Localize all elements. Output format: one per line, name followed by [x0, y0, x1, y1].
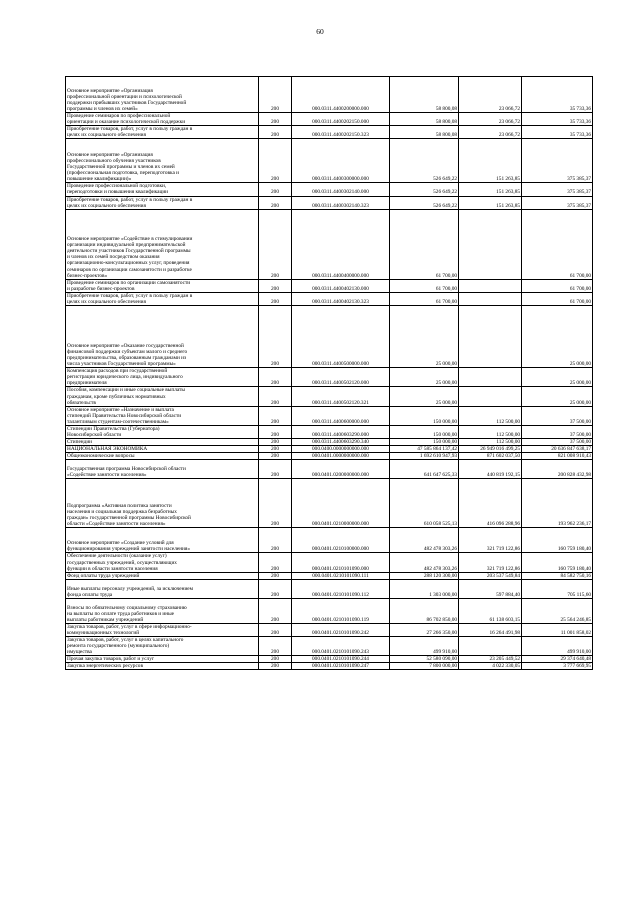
row-budget-classification: 000.0311.4400600000.000 [292, 406, 390, 425]
description-line: на выплаты по оплате труда работников и иные [67, 610, 175, 617]
description-line: ориентации и оказание психологической поддержки [67, 119, 186, 126]
description-line: числа участников Государственной программы» [67, 361, 176, 368]
page-number: 60 [316, 27, 324, 36]
description-line: стипендий Правительства Новосибирской области [67, 412, 182, 419]
description-line: Фонд оплаты труда учреждений [67, 572, 140, 579]
row-approved-amount: 499 910,00 [390, 637, 459, 656]
description-line: государственных учреждений, осуществляющих [67, 559, 177, 566]
row-code: 200 [259, 183, 292, 196]
row-budget-classification: 000.0401.0210000000.000 [292, 479, 390, 528]
row-executed-amount [459, 306, 522, 368]
row-code: 200 [259, 406, 292, 425]
description-line: Общеэкономические вопросы [67, 453, 135, 460]
row-code: 200 [259, 279, 292, 292]
row-approved-amount: 526 649,22 [390, 183, 459, 196]
row-remaining-amount: 61 700,00 [522, 292, 593, 305]
row-executed-amount: 23 205 449,52 [459, 656, 522, 663]
row-executed-amount: 4 022 330,05 [459, 663, 522, 670]
row-remaining-amount: 37 500,00 [522, 406, 593, 425]
description-line: регистрации юридического лица, индивидуального [67, 374, 183, 381]
description-line: Прочая закупка товаров, работ и услуг [67, 656, 155, 663]
row-description [66, 183, 259, 196]
description-line: НАЦИОНАЛЬНАЯ ЭКОНОМИКА [67, 446, 148, 453]
row-remaining-amount: 20 636 847 638,17 [522, 446, 593, 453]
row-description [66, 425, 259, 438]
row-code: 200 [259, 453, 292, 460]
row-executed-amount: 23 066,72 [459, 77, 522, 113]
description-line: Закупка товаров, работ, услуг в целях капитального [67, 637, 184, 643]
row-budget-classification: 000.0400.0000000000.000 [292, 446, 390, 453]
row-remaining-amount: 499 910,00 [522, 637, 593, 656]
row-description [66, 368, 259, 387]
row-remaining-amount: 61 700,00 [522, 209, 593, 279]
row-approved-amount: 610 058 525,13 [390, 479, 459, 528]
row-budget-classification: 000.0311.4400400000.000 [292, 209, 390, 279]
row-executed-amount: 23 066,72 [459, 126, 522, 139]
table-row [66, 460, 593, 479]
table-row [66, 126, 593, 139]
row-description [66, 623, 259, 636]
row-budget-classification: 000.0401.0210101090.000 [292, 553, 390, 572]
description-line: функционирования учреждений занятости населения» [67, 546, 190, 553]
description-line: программы и членов их семей» [67, 105, 138, 112]
row-code: 200 [259, 196, 292, 209]
row-remaining-amount: 35 733,36 [522, 113, 593, 126]
row-remaining-amount: 84 582 750,16 [522, 572, 593, 579]
table-row [66, 368, 593, 387]
row-budget-classification: 000.0311.4400500000.000 [292, 306, 390, 368]
description-line: выплаты работникам учреждений [67, 616, 144, 623]
description-line: Закупка энергетических ресурсов [67, 663, 143, 670]
row-remaining-amount: 160 759 180,40 [522, 528, 593, 553]
row-budget-classification: 000.0401.0210101090.243 [292, 637, 390, 656]
row-budget-classification: 000.0311.4400302140.323 [292, 196, 390, 209]
row-description [66, 139, 259, 183]
row-approved-amount: 150 000,00 [390, 406, 459, 425]
row-approved-amount: 27 266 350,00 [390, 623, 459, 636]
row-budget-classification: 000.0311.4400502120.321 [292, 387, 390, 406]
row-description [66, 453, 259, 460]
row-remaining-amount: 37 500,00 [522, 439, 593, 446]
row-approved-amount: 526 649,22 [390, 139, 459, 183]
row-code: 200 [259, 139, 292, 183]
description-line: деятельности участников Государственной программы [67, 248, 191, 255]
row-remaining-amount: 375 385,37 [522, 183, 593, 196]
table-row [66, 479, 593, 528]
description-line: целях их социального обеспечения [67, 299, 146, 306]
row-code: 200 [259, 656, 292, 663]
description-line: Пособия, компенсации и иные социальные выплаты [67, 387, 185, 394]
description-line: Государственной программы и членов их семей [67, 164, 175, 171]
row-approved-amount: 641 647 625,33 [390, 460, 459, 479]
row-description [66, 113, 259, 126]
row-remaining-amount: 160 759 180,40 [522, 553, 593, 572]
row-description [66, 196, 259, 209]
table-row [66, 139, 593, 183]
row-description [66, 479, 259, 528]
row-remaining-amount: 35 733,36 [522, 77, 593, 113]
row-approved-amount: 61 700,00 [390, 209, 459, 279]
description-line: Проведение семинаров по организации самозанятости [67, 279, 191, 286]
row-executed-amount: 203 537 549,84 [459, 572, 522, 579]
table-row [66, 656, 593, 663]
row-budget-classification: 000.0401.0210101090.247 [292, 663, 390, 670]
row-budget-classification: 000.0311.4400502120.000 [292, 368, 390, 387]
row-approved-amount: 1 303 000,00 [390, 579, 459, 598]
description-line: граждан» государственной программы Новосибирской [67, 515, 191, 522]
description-line: целях их социального обеспечения [67, 132, 146, 139]
description-line: переподготовки и повышения квалификации [67, 189, 169, 196]
description-line: обязательств [67, 399, 96, 406]
row-description [66, 637, 259, 656]
row-code: 200 [259, 387, 292, 406]
table-row [66, 579, 593, 598]
row-budget-classification: 000.0401.0210101090.242 [292, 623, 390, 636]
row-description [66, 209, 259, 279]
row-executed-amount [459, 368, 522, 387]
row-code: 200 [259, 460, 292, 479]
row-description [66, 306, 259, 368]
row-remaining-amount: 193 962 236,17 [522, 479, 593, 528]
row-budget-classification: 000.0401.0000000000.000 [292, 453, 390, 460]
row-executed-amount: 61 138 603,15 [459, 598, 522, 623]
table-row [66, 113, 593, 126]
description-line: Закупка товаров, работ, услуг в сфере информационно- [67, 623, 192, 630]
description-line: «Содействие занятости населения» [67, 472, 147, 479]
row-description [66, 663, 259, 670]
description-line: профессионального обучения участников [67, 158, 161, 164]
row-code: 200 [259, 663, 292, 670]
table-row [66, 446, 593, 453]
description-line: Обеспечение деятельности (оказание услуг) [67, 553, 167, 560]
table-row [66, 453, 593, 460]
row-approved-amount: 1 692 610 947,93 [390, 453, 459, 460]
row-executed-amount: 151 263,85 [459, 196, 522, 209]
description-line: талантливым студентам-соотечественникам» [67, 418, 169, 425]
row-approved-amount: 288 120 300,00 [390, 572, 459, 579]
row-remaining-amount: 25 564 246,85 [522, 598, 593, 623]
description-line: Основное мероприятие «Назначение и выплата [67, 406, 174, 413]
row-budget-classification: 000.0401.0210101090.119 [292, 598, 390, 623]
row-remaining-amount: 25 000,00 [522, 368, 593, 387]
description-line: Приобретение товаров, работ, услуг в пользу граждан в [67, 126, 193, 133]
row-approved-amount: 58 800,08 [390, 113, 459, 126]
row-budget-classification: 000.0401.0210101090.112 [292, 579, 390, 598]
row-approved-amount: 526 649,22 [390, 196, 459, 209]
description-line: Взносы по обязательному социальному страхованию [67, 604, 187, 611]
budget-table [65, 76, 593, 670]
row-remaining-amount: 3 777 669,95 [522, 663, 593, 670]
row-code: 200 [259, 479, 292, 528]
row-executed-amount: 321 719 122,86 [459, 528, 522, 553]
row-remaining-amount: 37 500,00 [522, 425, 593, 438]
description-line: фонда оплаты труда [67, 591, 113, 598]
row-remaining-amount: 821 008 910,43 [522, 453, 593, 460]
row-description [66, 126, 259, 139]
row-description [66, 553, 259, 572]
row-code: 200 [259, 446, 292, 453]
row-approved-amount: 61 700,00 [390, 292, 459, 305]
row-budget-classification: 000.0311.4400402130.000 [292, 279, 390, 292]
description-line: финансовой поддержки субъектам малого и среднего [67, 348, 188, 355]
table-row [66, 209, 593, 279]
row-code: 200 [259, 528, 292, 553]
row-budget-classification: 000.0311.4400202150.000 [292, 113, 390, 126]
row-budget-classification: 000.0401.0210101090.244 [292, 656, 390, 663]
row-executed-amount: 151 263,85 [459, 139, 522, 183]
row-remaining-amount: 61 700,00 [522, 279, 593, 292]
row-remaining-amount: 25 000,00 [522, 387, 593, 406]
table-row [66, 306, 593, 368]
table-row [66, 196, 593, 209]
description-line: организации индивидуальной предпринимательской [67, 242, 186, 249]
row-executed-amount: 151 263,85 [459, 183, 522, 196]
row-approved-amount: 7 800 000,00 [390, 663, 459, 670]
table-row [66, 387, 593, 406]
row-approved-amount: 150 000,00 [390, 425, 459, 438]
row-executed-amount: 597 884,40 [459, 579, 522, 598]
row-approved-amount: 58 800,08 [390, 77, 459, 113]
description-line: Проведение профессиональной подготовки, [67, 183, 167, 190]
row-code: 200 [259, 572, 292, 579]
row-approved-amount: 58 800,08 [390, 126, 459, 139]
row-code: 200 [259, 113, 292, 126]
table-row [66, 183, 593, 196]
row-executed-amount: 16 264 491,98 [459, 623, 522, 636]
description-line: ремонта государственного (муниципального) [67, 643, 170, 650]
row-executed-amount: 112 500,00 [459, 439, 522, 446]
description-line: Приобретение товаров, работ, услуг в пользу граждан в [67, 292, 193, 299]
row-executed-amount [459, 279, 522, 292]
row-executed-amount [459, 292, 522, 305]
row-code: 200 [259, 425, 292, 438]
row-executed-amount: 416 096 288,96 [459, 479, 522, 528]
row-executed-amount: 112 500,00 [459, 425, 522, 438]
row-approved-amount: 482 478 303,26 [390, 553, 459, 572]
description-line: и разработке бизнес-проектов [67, 285, 135, 292]
table-row [66, 598, 593, 623]
row-budget-classification: 000.0311.4400603290.340 [292, 439, 390, 446]
row-description [66, 528, 259, 553]
description-line: бизнес-проектов» [67, 272, 108, 279]
description-line: Основное мероприятие «Оказание государственной [67, 342, 184, 349]
description-line: Государственная программа Новосибирской области [67, 466, 186, 473]
table-row [66, 572, 593, 579]
description-line: и членов их семей посредством оказания [67, 254, 160, 261]
row-description [66, 656, 259, 663]
row-approved-amount: 25 000,00 [390, 387, 459, 406]
description-line: Основное мероприятие «Создание условий для [67, 540, 174, 547]
row-remaining-amount: 11 001 858,02 [522, 623, 593, 636]
row-description [66, 77, 259, 113]
row-description [66, 279, 259, 292]
description-line: Основное мероприятие «Организация [67, 151, 153, 158]
row-approved-amount: 150 000,00 [390, 439, 459, 446]
row-code: 200 [259, 368, 292, 387]
row-budget-classification: 000.0311.4400300000.000 [292, 139, 390, 183]
row-approved-amount: 482 478 303,26 [390, 528, 459, 553]
description-line: функции в области занятости населения [67, 565, 158, 572]
table-row [66, 292, 593, 305]
description-line: коммуникационных технологий [67, 629, 140, 636]
row-description [66, 406, 259, 425]
row-budget-classification: 000.0401.0210100000.000 [292, 528, 390, 553]
row-executed-amount: 440 819 192,15 [459, 460, 522, 479]
table-row [66, 77, 593, 113]
row-remaining-amount: 375 385,37 [522, 196, 593, 209]
table-row [66, 553, 593, 572]
description-line: целях их социального обеспечения [67, 202, 146, 209]
description-line: организационно-консультационных услуг, проведения [67, 260, 190, 267]
description-line: предпринимателя [67, 380, 107, 387]
row-budget-classification: 000.0311.4400202150.323 [292, 126, 390, 139]
row-executed-amount [459, 637, 522, 656]
table-row [66, 528, 593, 553]
row-approved-amount: 61 700,00 [390, 279, 459, 292]
table-row [66, 663, 593, 670]
row-code: 200 [259, 77, 292, 113]
row-executed-amount: 321 719 122,86 [459, 553, 522, 572]
description-line: Основное мероприятие «Организация [67, 87, 153, 94]
row-remaining-amount: 29 374 640,48 [522, 656, 593, 663]
table-row [66, 406, 593, 425]
table-row [66, 637, 593, 656]
row-budget-classification: 000.0401.0200000000.000 [292, 460, 390, 479]
row-code: 200 [259, 439, 292, 446]
row-code: 200 [259, 209, 292, 279]
row-executed-amount: 112 500,00 [459, 406, 522, 425]
description-line: имущества [67, 649, 92, 656]
row-description [66, 439, 259, 446]
table-row [66, 439, 593, 446]
row-description [66, 572, 259, 579]
row-approved-amount: 47 585 864 137,42 [390, 446, 459, 453]
row-description [66, 579, 259, 598]
row-budget-classification: 000.0311.4400402130.323 [292, 292, 390, 305]
description-line: (профессиональная подготовка, переподготовка и [67, 170, 179, 177]
description-line: области «Содействие занятости населения» [67, 521, 166, 528]
row-executed-amount: 23 066,72 [459, 113, 522, 126]
row-executed-amount: 26 949 016 499,25 [459, 446, 522, 453]
description-line: семинаров по организации самозанятости и разработке [67, 266, 192, 273]
row-code: 200 [259, 126, 292, 139]
row-description [66, 598, 259, 623]
row-code: 200 [259, 292, 292, 305]
row-code: 200 [259, 306, 292, 368]
row-remaining-amount: 375 385,37 [522, 139, 593, 183]
row-description [66, 446, 259, 453]
description-line: поддержки прибывших участников Государственной [67, 99, 187, 106]
description-line: предпринимательства, образованным гражданами из [67, 354, 187, 361]
row-executed-amount [459, 209, 522, 279]
table-row [66, 623, 593, 636]
row-code: 200 [259, 598, 292, 623]
description-line: Основное мероприятие «Содействие в стимулировании [67, 236, 193, 243]
row-description [66, 387, 259, 406]
budget-table-body [66, 77, 593, 670]
row-budget-classification: 000.0401.0210101090.111 [292, 572, 390, 579]
row-remaining-amount: 35 733,36 [522, 126, 593, 139]
row-code: 200 [259, 553, 292, 572]
row-description [66, 460, 259, 479]
row-remaining-amount: 200 828 432,98 [522, 460, 593, 479]
description-line: Стипендии Правительства (Губернатора) [67, 425, 160, 432]
description-line: Приобретение товаров, работ, услуг в пользу граждан в [67, 196, 193, 203]
row-code: 200 [259, 623, 292, 636]
description-line: Новосибирской области [67, 432, 122, 439]
row-executed-amount [459, 387, 522, 406]
row-approved-amount: 52 580 090,00 [390, 656, 459, 663]
row-budget-classification: 000.0311.4400603290.000 [292, 425, 390, 438]
row-approved-amount: 86 702 850,00 [390, 598, 459, 623]
row-remaining-amount: 705 115,60 [522, 579, 593, 598]
description-line: профессиональной ориентации и психологической [67, 93, 182, 100]
description-line: Стипендии [67, 439, 92, 446]
row-remaining-amount: 25 000,00 [522, 306, 593, 368]
description-line: гражданам, кроме публичных нормативных [67, 393, 166, 400]
description-line: Иные выплаты персоналу учреждений, за исключением [67, 585, 194, 592]
description-line: Проведение семинаров по профессиональной [67, 113, 171, 119]
row-description [66, 292, 259, 305]
table-row [66, 425, 593, 438]
row-budget-classification: 000.0311.4400200000.000 [292, 77, 390, 113]
description-line: Компенсация расходов при государственной [67, 368, 168, 375]
row-code: 200 [259, 637, 292, 656]
row-code: 200 [259, 579, 292, 598]
row-approved-amount: 25 000,00 [390, 368, 459, 387]
table-row [66, 279, 593, 292]
row-budget-classification: 000.0311.4400302140.000 [292, 183, 390, 196]
description-line: населения и социальная поддержка безработных [67, 509, 177, 516]
description-line: повышение квалификации)» [67, 176, 132, 183]
description-line: Подпрограмма «Активная политика занятости [67, 503, 172, 510]
row-executed-amount: 871 602 037,50 [459, 453, 522, 460]
row-approved-amount: 25 000,00 [390, 306, 459, 368]
